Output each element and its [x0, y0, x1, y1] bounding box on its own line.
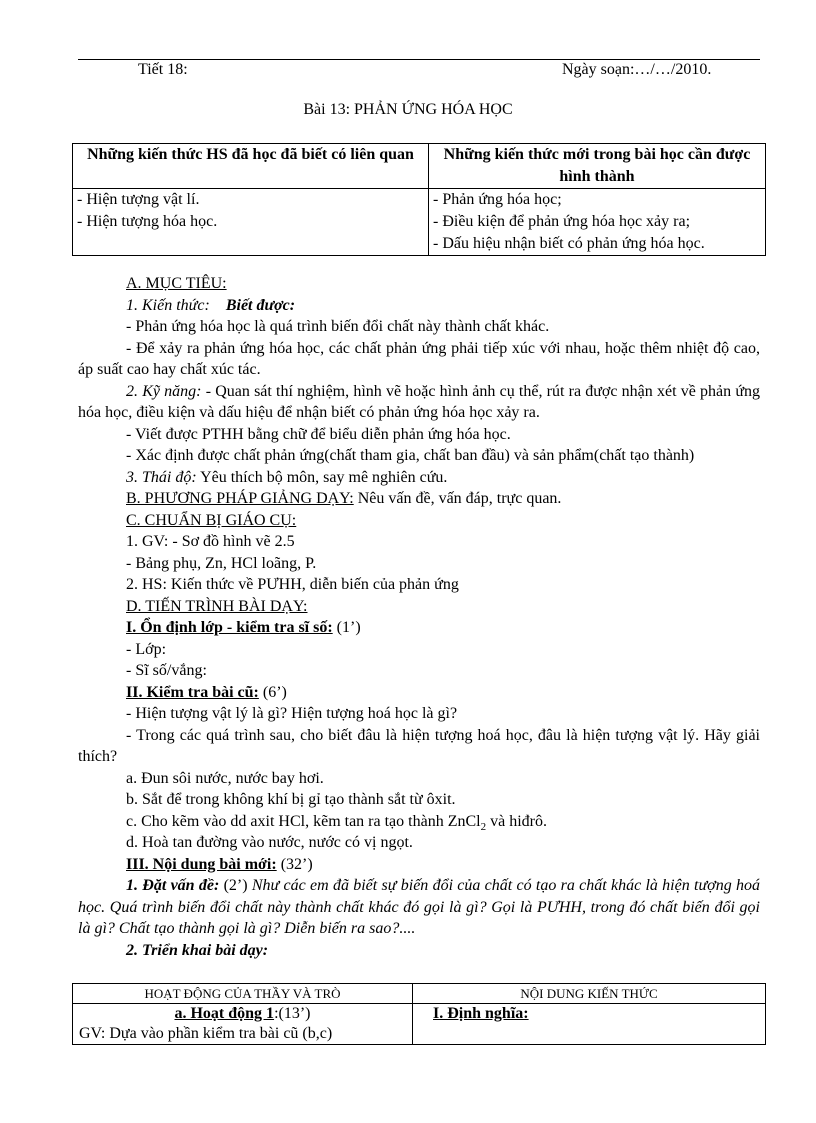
list-item: - Hiện tượng hóa học. [77, 213, 218, 230]
prep-students: 2. HS: Kiến thức về PƯHH, diễn biến của phản ứng [126, 576, 459, 593]
section-d-heading: D. TIẾN TRÌNH BÀI DẠY: [126, 597, 308, 615]
intro-time: (2’) [219, 877, 252, 894]
list-item: - Điều kiện để phản ứng hóa học xảy ra; [433, 213, 691, 230]
review-item-b: b. Sắt để trong không khí bị gỉ tạo thành sắt từ ôxit. [126, 791, 456, 808]
lesson-number: Tiết 18: [138, 61, 188, 78]
new-knowledge-cell [429, 189, 766, 256]
review-item-a: a. Đun sôi nước, nước bay hơi. [126, 769, 324, 787]
prep-date: Ngày soạn:…/…/2010. [562, 61, 712, 78]
list-item: - Dấu hiệu nhận biết có phản ứng hóa học. [433, 235, 705, 252]
lesson-title: Bài 13: PHẢN ỨNG HÓA HỌC [303, 101, 513, 118]
section-b-heading: B. PHƯƠNG PHÁP GIẢNG DẠY: [126, 490, 354, 507]
objective-k1: - Phản ứng hóa học là quá trình biến đổi chất này thành chất khác. [126, 318, 550, 335]
teacher-student-header: HOẠT ĐỘNG CỦA THẦY VÀ TRÒ [73, 984, 413, 1004]
part2-time: (6’) [258, 683, 287, 701]
content-header: NỘI DUNG KIẾN THỨC [413, 984, 766, 1004]
prior-knowledge-header: Những kiến thức HS đã học đã biết có liên quan [73, 144, 429, 189]
knowledge-strong: Biết được: [225, 296, 296, 314]
list-item: - Hiện tượng vật lí. [77, 191, 200, 208]
prep-teacher: 1. GV: - Sơ đồ hình vẽ 2.5 [126, 533, 295, 550]
section-c-heading: C. CHUẨN BỊ GIÁO CỤ: [126, 511, 297, 529]
activity-table [72, 983, 766, 1045]
activity-title: a. Hoạt động 1 [174, 1005, 275, 1022]
knowledge-label: 1. Kiến thức: [126, 296, 210, 314]
review-item-c: c. Cho kẽm vào dd axit HCl, kẽm tan ra tạo thành ZnCl$_2$ và hiđrô. [126, 812, 547, 833]
review-question-2: - Trong các quá trình sau, cho biết đâu là hiện tượng hoá học, đâu là hiện tượng vật lý. Hãy giải thích? [78, 726, 760, 765]
development-label: 2. Triển khai bài dạy: [126, 941, 269, 959]
part2-heading: II. Kiểm tra bài cũ: [126, 683, 259, 701]
list-item: - Phản ứng hóa học; [433, 191, 562, 208]
new-knowledge-header: Những kiến thức mới trong bài học cần được hình thành [429, 144, 766, 189]
skill-label: 2. Kỹ năng: [126, 382, 202, 400]
content-cell [413, 1004, 766, 1045]
content-title: I. Định nghĩa: [433, 1005, 529, 1022]
knowledge-table [72, 143, 766, 256]
attitude-text: Yêu thích bộ môn, say mê nghiên cứu. [196, 468, 448, 486]
activity-time: :(13’) [274, 1005, 311, 1022]
objective-k2: - Để xảy ra phản ứng hóa học, các chất phản ứng phải tiếp xúc với nhau, hoặc thêm nhiệt độ cao, áp suất cao hay chất xúc tác. [78, 339, 760, 378]
objective-s3: - Xác định được chất phản ứng(chất tham gia, chất ban đầu) và sản phẩm(chất tạo thành) [126, 447, 695, 464]
part1-class: - Lớp: [126, 640, 167, 658]
review-item-d: d. Hoà tan đường vào nước, nước có vị ngọt. [126, 834, 413, 851]
part3-heading: III. Nội dung bài mới: [126, 855, 277, 873]
skill-text: - Quan sát thí nghiệm, hình vẽ hoặc hình ảnh cụ thể, rút ra được nhận xét về phản ứng hóa học, điều kiện và dấu hiệu để nhận biết có phản ứng hóa học xảy ra. [78, 382, 760, 421]
part1-time: (1’) [332, 619, 361, 636]
part3-time: (32’) [276, 855, 313, 873]
objective-s2: - Viết được PTHH bằng chữ để biểu diễn phản ứng hóa học. [126, 425, 511, 443]
review-question-1: - Hiện tượng vật lý là gì? Hiện tượng hoá học là gì? [126, 705, 458, 722]
header-rule [78, 59, 760, 60]
prior-knowledge-cell [73, 189, 429, 256]
activity-cell [73, 1004, 413, 1045]
prep-materials: - Bảng phụ, Zn, HCl loãng, P. [126, 554, 317, 572]
activity-line: GV: Dựa vào phần kiểm tra bài cũ (b,c) [79, 1025, 333, 1042]
section-b-text: Nêu vấn đề, vấn đáp, trực quan. [353, 490, 562, 507]
intro-text: Như các em đã biết sự biến đổi của chất có tạo ra chất khác là hiện tượng hoá học. Quá trình biến đổi chất này thành chất khác đó gọi là gì? Gọi là PƯHH, trong đó chất biến đổi gọi là gì? Chất tạo thành gọi là gì? Diễn biến ra sao?.... [78, 877, 761, 937]
section-a-heading: A. MỤC TIÊU: [126, 275, 227, 292]
attitude-label: 3. Thái độ: [126, 468, 197, 486]
lesson-body [78, 273, 760, 961]
part1-attendance: - Sĩ số/vắng: [126, 662, 207, 679]
intro-label: 1. Đặt vấn đề: [126, 877, 220, 894]
part1-heading: I. Ổn định lớp - kiểm tra sĩ số: [126, 619, 333, 636]
